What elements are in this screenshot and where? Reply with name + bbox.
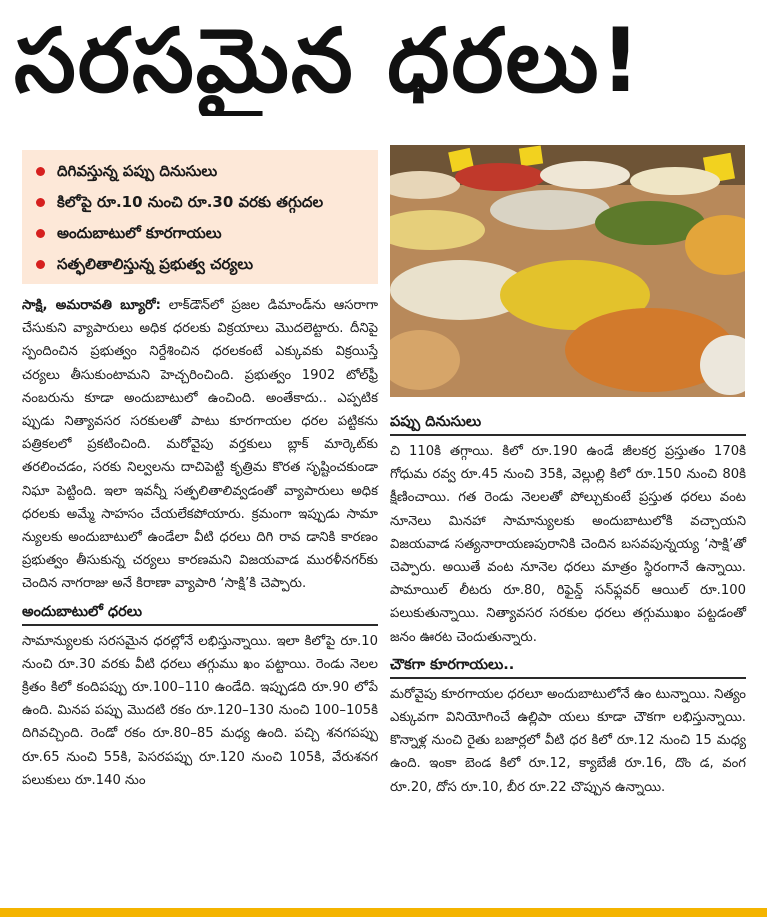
subheading: అందుబాటులో ధరలు [22,600,378,626]
paragraph: చి 110కి తగ్గాయి. కిలో రూ.190 ఉండే జీలకర్ర ప్రస్తుతం 170కి గోధుమ రవ్వ రూ.45 నుంచి 35కి, వెల్లుల్లి కిలో రూ.150 నుంచి 80కి క్షీణించాయి. గత రెండు నెలలతో పోల్చుకుంటే ప్రస్తుత ధరలు వంట నూనెలు మినహా సామాన్యులకు అందుబాటులోకి వచ్చాయని విజయవాడ సత్యనారాయణపురానికి చెందిన బసవపున్నయ్య ‘సాక్షి’తో చెప్పారు. అయితే వంట నూనెల ధరలు మాత్రం స్థిరంగానే ఉన్నాయి. పామాయిల్ లీటరు రూ.80, రిఫైన్డ్ సన్‌ఫ్లవర్ ఆయిల్ రూ.100 పలుకుతున్నాయి. నిత్యావసర సరకుల ధరలు తగ్గుముఖం పట్టడంతో జనం ఊరట చెందుతున్నారు. [390,444,746,645]
bottom-rule [0,908,767,917]
dateline: సాక్షి, అమరావతి బ్యూరో: [22,298,161,313]
highlight-item: కిలోపై రూ.10 నుంచి రూ.30 వరకు తగ్గుదల [30,187,370,218]
paragraph: సాక్షి, అమరావతి బ్యూరో: లాక్‌డౌన్‌లో ప్రజల డిమాండ్‌ను ఆసరాగా చేసుకుని వ్యాపారులు అధిక ధరలకు విక్రయాలు మొదలెట్టారు. దీనిపై స్పందించిన ప్రభుత్వం నిర్దేశించిన ధరలకంటే ఎక్కువకు విక్రయిస్తే చర్యలు తీసుకుంటామని హెచ్చరించింది. ప్రభుత్వం 1902 టోల్‌ఫ్రీ నంబరును కూడా అందుబాటులో ఉంచింది. అంతేకాదు.. ఎప్పటిక ప్పుడు నిత్యావసర సరకులతో పాటు కూరగాయల ధరల పట్టికను పత్రికలలో ప్రకటించింది. మరోవైపు వర్తకులు బ్లాక్ మార్కెట్‌కు తరలించడం, సరకు నిల్వలను దాచిపెట్టి కృత్రిమ కొరత సృష్టించకుండా నిఘా పెట్టింది. ఇలా ఇవన్నీ సత్ఫలితాలివ్వడంతో వ్యాపారులు అధిక ధరలకు అమ్మే సాహసం చేయలేకపోయారు. క్రమంగా ఇప్పుడు సామా న్యులకు అందుబాటులో ఉండేలా వీటి ధరలు దిగి రావ డానికి కారణం ప్రభుత్వం తీసుకున్న చర్యలు కారణమని విజయవాడ మురళీనగర్‌కు చెందిన నాగరాజు అనే కిరాణా వ్యాపారి ‘సాక్షి’కి చెప్పారు. [22,298,378,592]
grain-trays-illustration [390,145,745,397]
paragraph: సామాన్యులకు సరసమైన ధరల్లోనే లభిస్తున్నాయి. ఇలా కిలోపై రూ.10 నుంచి రూ.30 వరకు వీటి ధరలు తగ్గుము ఖం పట్టాయి. రెండు నెలల క్రితం కిలో కందిపప్పు రూ.100–110 ఉండేది. ఇప్పుడది రూ.90 లోపే ఉంది. మినప పప్పు మొదటి రకం రూ.120–130 నుంచి 100–105కి దిగివచ్చింది. రెండో రకం రూ.80–85 మధ్య ఉంది. పచ్చి శనగపప్పు రూ.65 నుంచి 55కి, పెసరపప్పు రూ.120 నుంచి 105కి, వేరుశనగ పలుకులు రూ.140 నుం [22,633,378,788]
bullet-dot-icon [36,229,45,238]
highlight-item: సత్ఫలితాలిస్తున్న ప్రభుత్వ చర్యలు [30,249,370,280]
paragraph: మరోవైపు కూరగాయల ధరలూ అందుబాటులోనే ఉం టున్నాయి. నిత్యం ఎక్కువగా వినియోగించే ఉల్లిపా యలు కూడా చౌకగా లభిస్తున్నాయి. కొన్నాళ్ల నుంచి రైతు బజార్లలో వీటి ధర కిలో రూ.12 నుంచి 15 మధ్య ఉంది. ఇంకా బెండ కిలో రూ.12, క్యాబేజీ రూ.16, దొం డ, వంగ రూ.20, దోస రూ.10, బీర రూ.22 చొప్పున ఉన్నాయి. [390,686,746,795]
headline: సరసమైన ధరలు! [14,9,643,112]
bullet-dot-icon [36,198,45,207]
market-grains-photo [390,145,745,397]
subheading: పప్పు దినుసులు [390,410,746,436]
right-column [390,410,746,799]
subheading: చౌకగా కూరగాయలు.. [390,653,746,679]
bullet-dot-icon [36,260,45,269]
highlights-box [22,150,378,284]
highlight-item: దిగివస్తున్న పప్పు దినుసులు [30,156,370,187]
bullet-dot-icon [36,167,45,176]
left-column [22,294,378,792]
highlight-item: అందుబాటులో కూరగాయలు [30,218,370,249]
